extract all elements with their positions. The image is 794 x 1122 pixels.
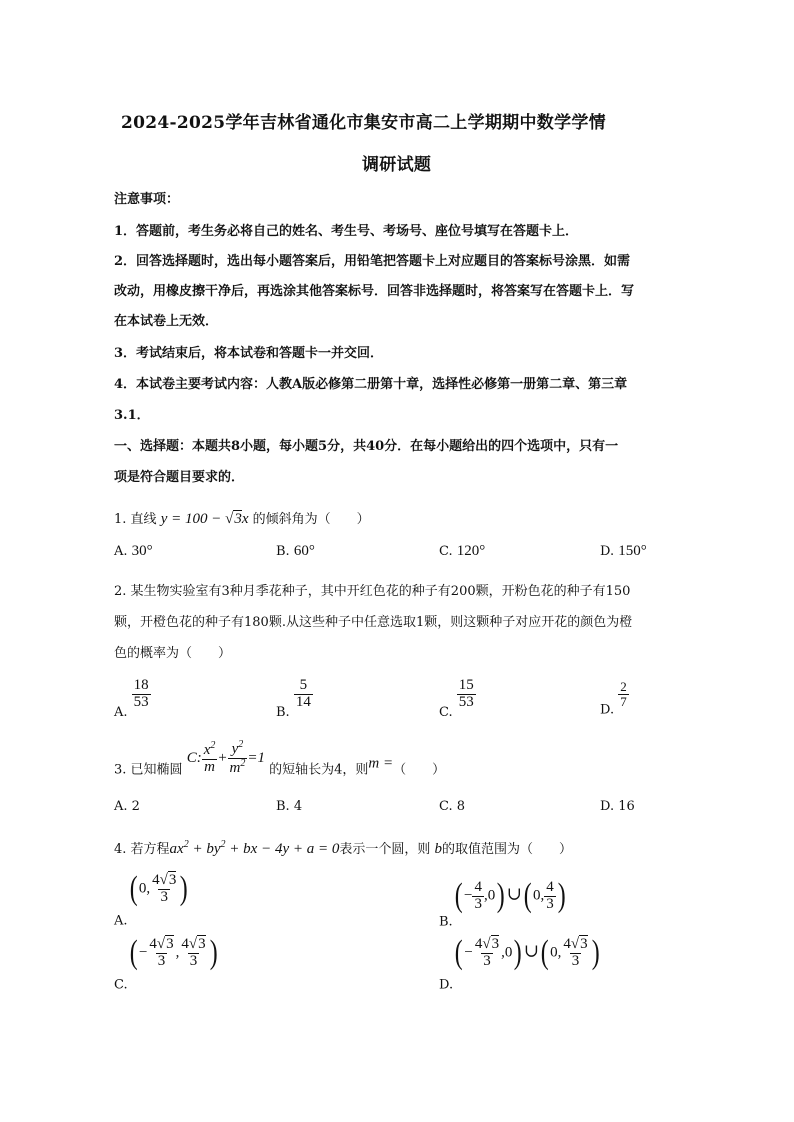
q1-option-a: A. 30° bbox=[114, 543, 153, 559]
question-3-tail: （ ） bbox=[393, 762, 446, 778]
paper-title-line1: 2024-2025学年吉林省通化市集安市高二上学期期中数学学情 bbox=[121, 113, 606, 133]
q3-option-c: C. 8 bbox=[439, 799, 466, 814]
note-item-2-line2: 改动，用橡皮擦干净后，再选涂其他答案标号．回答非选择题时，将答案写在答题卡上．写 bbox=[114, 284, 635, 299]
note-item-2-line1: 2．回答选择题时，选出每小题答案后，用铅笔把答题卡上对应题目的答案标号涂黑．如需 bbox=[114, 254, 631, 269]
question-4-suffix: 的取值范围为（ ） bbox=[442, 842, 573, 857]
q3-option-d: D. 16 bbox=[600, 799, 635, 814]
question-3 bbox=[114, 740, 445, 778]
question-3-prefix: 3. 已知椭圆 bbox=[114, 762, 183, 778]
question-1 bbox=[114, 508, 370, 528]
q1-option-d: D. 150° bbox=[600, 543, 647, 559]
q2-option-c: C. $\frac{15}{53}$ bbox=[439, 677, 474, 720]
note-item-3: 3．考试结束后，将本试卷和答题卡一并交回． bbox=[114, 346, 384, 361]
q1-option-b: B. 60° bbox=[276, 543, 315, 559]
circle-equation: $ax^2 + by^2$ + bx − 4y + a = 0 bbox=[169, 839, 340, 857]
q2-option-a: A. $\frac{18}{53}$ bbox=[114, 677, 149, 720]
question-1-suffix: 的倾斜角为（ ） bbox=[252, 512, 370, 527]
note-item-4-line2: 3.1． bbox=[114, 408, 150, 423]
question-4-var: b bbox=[434, 841, 443, 857]
q4-option-c: C.( − $\frac{4√3}{3}$ , $\frac{4√3}{3}$ ) bbox=[114, 934, 218, 993]
paper-title-line2: 调研试题 bbox=[362, 155, 432, 175]
section-1-heading-line2: 项是符合题目要求的． bbox=[114, 470, 245, 485]
ellipse-equation: C: $\frac{x^2}{m}$ + $\frac{y^2}{m^2}$ =1 bbox=[186, 739, 265, 776]
q4-option-a: A.( 0, $\frac{4√3}{3}$ ) bbox=[114, 870, 188, 929]
question-2-line3: 色的概率为（ ） bbox=[114, 646, 232, 661]
note-item-2-line3: 在本试卷上无效． bbox=[114, 314, 219, 329]
question-4-prefix: 4. 若方程 bbox=[114, 842, 170, 857]
q3-option-b: B. 4 bbox=[276, 799, 303, 814]
q4-option-d: D.( − $\frac{4√3}{3}$ ,0)∪( 0, $\frac{4√3}{3}$ ) bbox=[439, 934, 600, 993]
question-2-line2: 颗，开橙色花的种子有180颗.从这些种子中任意选取1颗，则这颗种子对应开花的颜色为橙 bbox=[114, 615, 633, 630]
question-2-line1: 2. 某生物实验室有3种月季花种子，其中开红色花的种子有200颗，开粉色花的种子有150 bbox=[114, 584, 631, 599]
question-1-equation: y = 100 − √3x bbox=[160, 511, 249, 527]
q3-option-a: A. 2 bbox=[114, 799, 140, 814]
q1-option-c: C. 120° bbox=[439, 543, 486, 559]
notes-heading: 注意事项： bbox=[114, 192, 180, 207]
section-1-heading-line1: 一、选择题：本题共8小题，每小题5分，共40分．在每小题给出的四个选项中，只有一 bbox=[114, 439, 619, 454]
q4-option-b: B.( − $\frac{4}{3}$ ,0)∪( 0, $\frac{4}{3}$ ) bbox=[439, 877, 566, 930]
question-4-mid: 表示一个圆，则 bbox=[339, 842, 431, 857]
q2-option-b: B. $\frac{5}{14}$ bbox=[276, 677, 311, 720]
question-4 bbox=[114, 838, 572, 858]
note-item-4-line1: 4．本试卷主要考试内容：人教A版必修第二册第十章，选择性必修第一册第二章、第三章 bbox=[114, 377, 628, 392]
question-3-suffix: 的短轴长为4，则 bbox=[269, 762, 369, 778]
note-item-1: 1．答题前，考生务必将自己的姓名、考生号、考场号、座位号填写在答题卡上． bbox=[114, 224, 579, 239]
question-1-prefix: 1. 直线 bbox=[114, 512, 157, 527]
q2-option-d: D. $\frac{2}{7}$ bbox=[600, 679, 627, 718]
question-3-var: m = bbox=[368, 755, 394, 772]
